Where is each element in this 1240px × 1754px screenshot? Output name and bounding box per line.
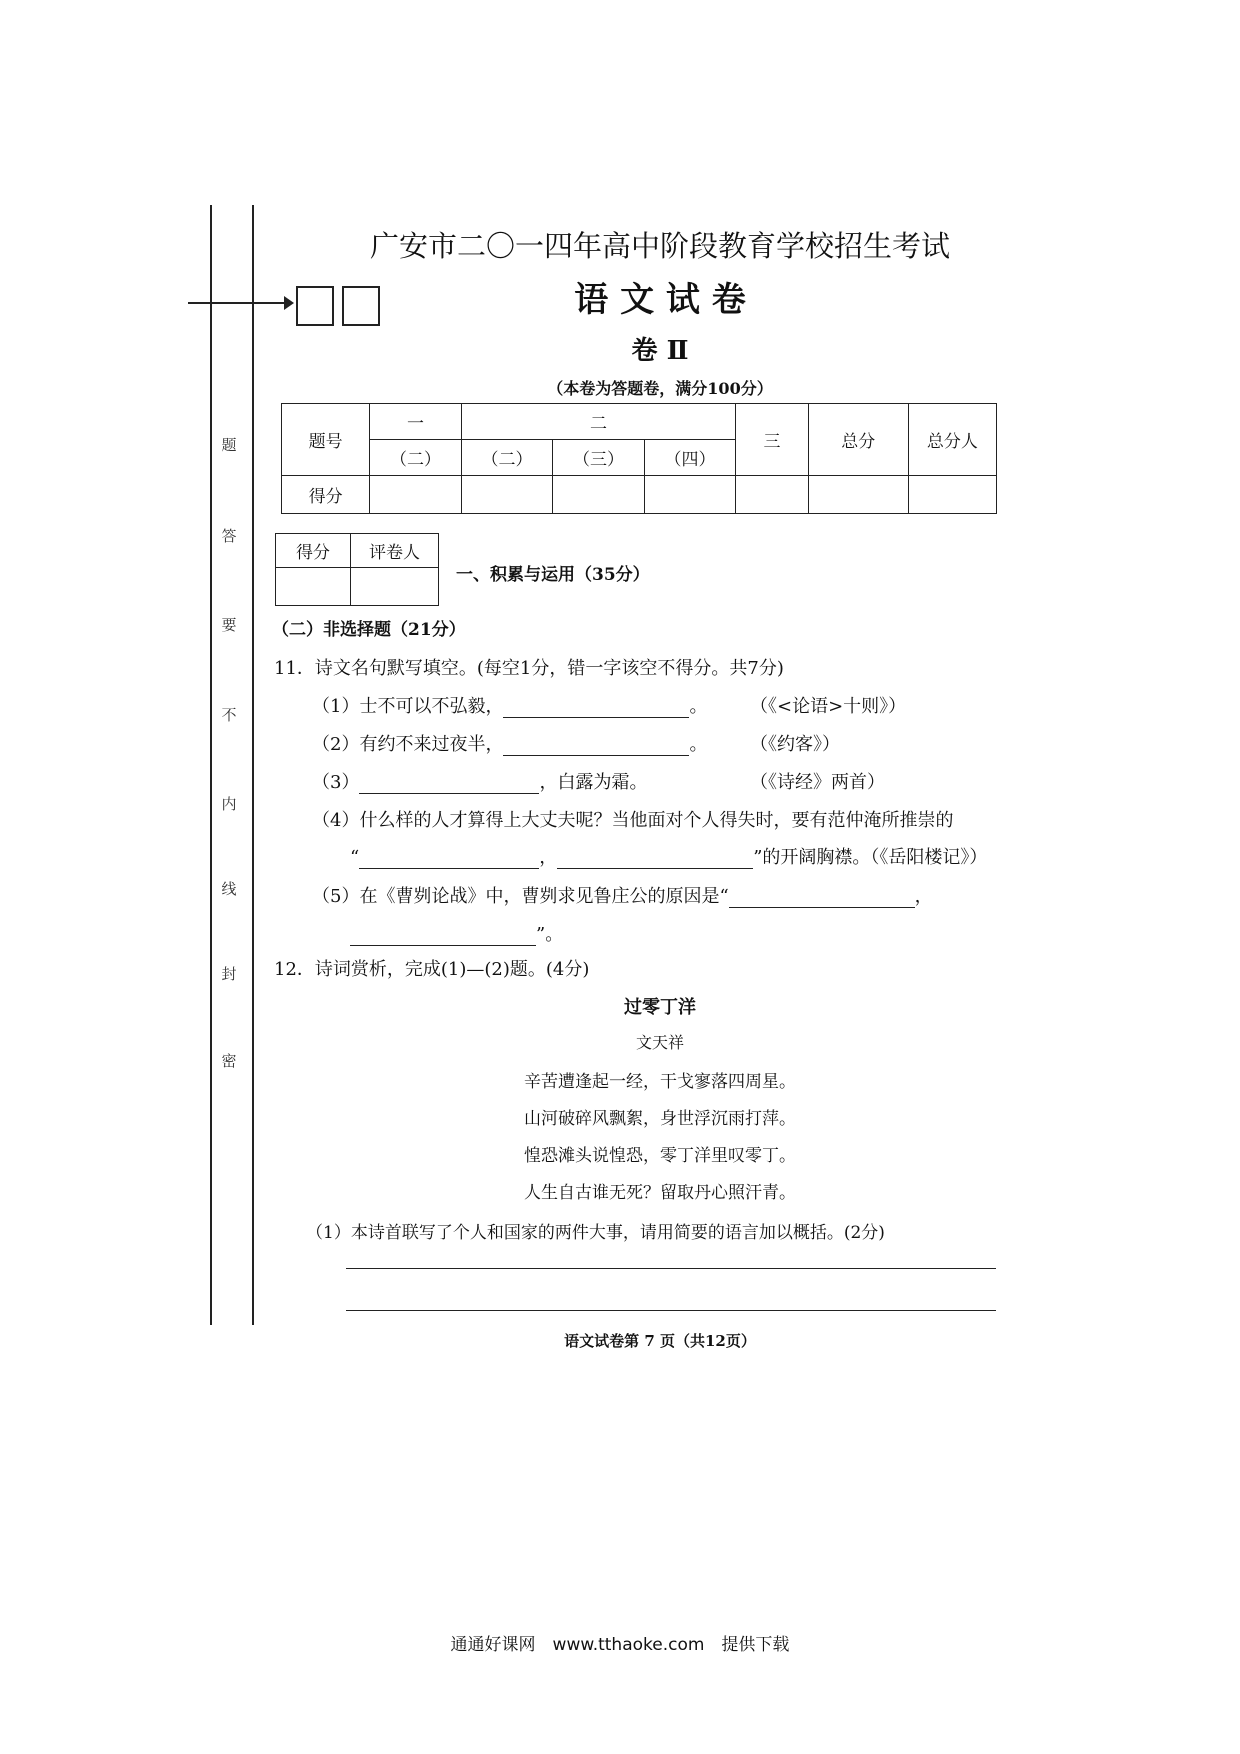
score-table-total: 总分 — [808, 404, 908, 476]
score-cell[interactable] — [644, 476, 736, 514]
grader-score-label: 得分 — [276, 534, 351, 568]
grader-score-cell[interactable] — [276, 568, 351, 606]
q11-item-3-text: （3） — [312, 772, 360, 793]
grader-name-label: 评卷人 — [351, 534, 439, 568]
score-table-sub: （四） — [644, 440, 736, 476]
answer-blank[interactable] — [557, 850, 753, 869]
q11-item-5-text: （5）在《曹刿论战》中，曹刿求见鲁庄公的原因是“ — [312, 886, 729, 907]
score-table-group-three: 三 — [736, 404, 808, 476]
answer-blank[interactable] — [503, 737, 689, 756]
site-footer: 通通好课网 www.tthaoke.com 提供下载 — [450, 1635, 790, 1655]
poem-line: 人生自古谁无死？留取丹心照汗青。 — [524, 1183, 796, 1203]
score-table-group-one: 一 — [370, 404, 462, 440]
score-cell[interactable] — [736, 476, 808, 514]
q11-item-1-source: （《<论语>十则》） — [750, 696, 907, 717]
q11-item-1 — [312, 692, 707, 718]
q12-stem: 12．诗词赏析，完成(1)—(2)题。(4分) — [274, 959, 590, 980]
q11-item-2-text: （2）有约不来过夜半， — [312, 734, 504, 755]
q11-item-2 — [312, 730, 707, 756]
q11-item-4-line1: （4）什么样的人才算得上大丈夫呢？当他面对个人得失时，要有范仲淹所推崇的 — [312, 810, 954, 831]
score-table-total-by: 总分人 — [908, 404, 996, 476]
answer-line[interactable] — [346, 1268, 996, 1269]
answer-line[interactable] — [346, 1310, 996, 1311]
grader-name-cell[interactable] — [351, 568, 439, 606]
poem-author: 文天祥 — [635, 1033, 684, 1052]
q11-item-1-text: （1）士不可以不弘毅， — [312, 696, 504, 717]
q11-stem: 11．诗文名句默写填空。(每空1分，错一字该空不得分。共7分) — [274, 658, 784, 679]
q11-item-4-comma: ， — [539, 847, 558, 868]
score-table-group-two: 二 — [461, 404, 736, 440]
score-table-sub: （二） — [370, 440, 462, 476]
answer-blank[interactable] — [729, 889, 915, 908]
answer-blank[interactable] — [503, 699, 689, 718]
poem-line: 辛苦遭逢起一经，干戈寥落四周星。 — [524, 1072, 796, 1092]
margin-char: 密 — [221, 1052, 237, 1070]
score-cell[interactable] — [908, 476, 996, 514]
quote-open: “ — [350, 847, 360, 868]
exam-title: 广安市二〇一四年高中阶段教育学校招生考试 — [369, 229, 950, 263]
answer-blank[interactable] — [359, 775, 539, 794]
score-cell[interactable] — [808, 476, 908, 514]
poem-line: 山河破碎风飘絮，身世浮沉雨打萍。 — [524, 1109, 796, 1129]
section-title: 一、积累与运用（35分） — [456, 565, 650, 585]
paper-title: 语 文 试 卷 — [574, 280, 746, 320]
margin-char: 不 — [221, 706, 237, 724]
page-footer: 语文试卷第 7 页（共12页） — [564, 1332, 756, 1350]
q11-item-3 — [312, 768, 647, 794]
q11-item-2-post: 。 — [689, 734, 708, 755]
q11-item-5-line2 — [350, 920, 563, 946]
score-cell[interactable] — [553, 476, 645, 514]
q11-item-5-line1 — [312, 882, 933, 908]
score-table-score-label: 得分 — [282, 476, 370, 514]
q11-item-3-post: ，白露为霜。 — [539, 772, 648, 793]
score-table-question-label: 题号 — [282, 404, 370, 476]
q11-item-4-close: ”的开阔胸襟。（《岳阳楼记》） — [753, 847, 988, 868]
poem-line: 惶恐滩头说惶恐，零丁洋里叹零丁。 — [524, 1146, 796, 1166]
margin-char: 内 — [221, 795, 237, 813]
subsection-title: （二）非选择题（21分） — [272, 620, 466, 640]
q11-item-5-close: ”。 — [536, 924, 564, 945]
score-table-sub: （二） — [461, 440, 553, 476]
q11-item-5-comma: ， — [914, 886, 933, 907]
margin-char: 线 — [221, 880, 237, 898]
q12-sub-1: （1）本诗首联写了个人和国家的两件大事，请用简要的语言加以概括。(2分) — [306, 1223, 885, 1243]
answer-blank[interactable] — [359, 850, 539, 869]
paper-note: （本卷为答题卷，满分100分） — [547, 379, 773, 398]
margin-char: 答 — [221, 527, 237, 545]
poem-title: 过零丁洋 — [624, 997, 696, 1018]
score-cell[interactable] — [370, 476, 462, 514]
volume-label: 卷 Ⅱ — [631, 336, 689, 366]
score-table-sub: （三） — [553, 440, 645, 476]
score-cell[interactable] — [461, 476, 553, 514]
margin-char: 题 — [221, 436, 237, 454]
score-table — [281, 403, 997, 514]
q11-item-4-line2 — [350, 843, 987, 869]
q11-item-1-post: 。 — [689, 696, 708, 717]
q11-item-2-source: （《约客》） — [750, 734, 840, 755]
margin-char: 要 — [221, 616, 237, 634]
grader-box — [275, 533, 439, 606]
answer-blank[interactable] — [350, 927, 536, 946]
margin-char: 封 — [221, 965, 237, 983]
q11-item-3-source: （《诗经》两首） — [750, 772, 885, 793]
